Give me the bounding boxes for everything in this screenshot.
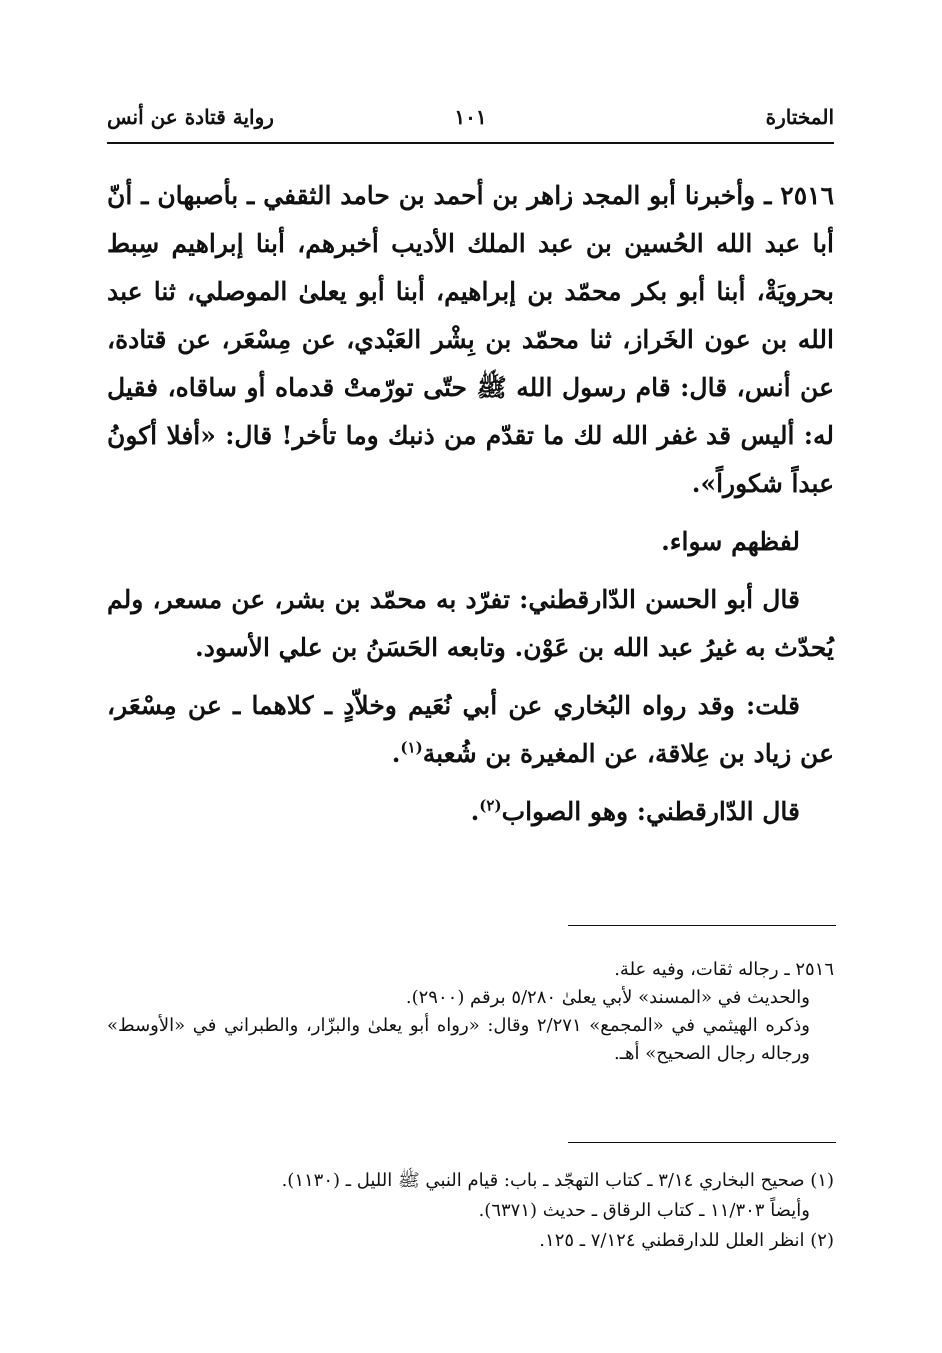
footnote-divider bbox=[568, 1142, 836, 1143]
takhrij-divider bbox=[568, 925, 836, 926]
header-divider bbox=[107, 142, 834, 144]
footnote-ref-1[interactable]: (١) bbox=[400, 738, 423, 757]
paragraph-author-note bbox=[107, 682, 834, 778]
footnote-1-continued: وأيضاً ١١/٣٠٣ ـ كتاب الرقاق ـ حديث (٦٣٧١). bbox=[478, 1200, 810, 1221]
paragraph-verdict-text: قال الدّارقطني: وهو الصواب bbox=[501, 797, 800, 826]
footnote-2: (٢) انظر العلل للدارقطني ٧/١٢٤ ـ ١٢٥. bbox=[539, 1230, 834, 1251]
takhrij-notes bbox=[107, 956, 834, 1068]
running-header bbox=[107, 103, 834, 137]
footnote-1: (١) صحيح البخاري ٣/١٤ ـ كتاب التهجّد ـ باب: قيام النبي ﷺ الليل ـ (١١٣٠). bbox=[281, 1170, 834, 1191]
paragraph-wording: لفظهم سواء. bbox=[661, 527, 800, 556]
footnote-ref-2[interactable]: (٢) bbox=[479, 796, 502, 815]
paragraph-daraqutni: قال أبو الحسن الدّارقطني: تفرّد به محمّد بن بشر، عن مسعر، ولم يُحدّث به غيرُ عبد الله بن عَوْن. وتابعه الحَسَنُ بن علي الأسود. bbox=[107, 585, 834, 662]
entry-number: ٢٥١٦ bbox=[780, 181, 834, 210]
paragraph-daraqutni-verdict bbox=[107, 788, 834, 836]
main-text bbox=[107, 172, 834, 836]
header-book-title: المختارة bbox=[765, 105, 834, 129]
hadith-entry bbox=[107, 172, 834, 508]
takhrij-line: وذكره الهيثمي في «المجمع» ٢/٢٧١ وقال: «رواه أبو يعلىٰ والبزّار، والطبراني في «الأوسط» ورجاله رجال الصحيح» أهـ. bbox=[107, 1015, 810, 1064]
entry-text: ـ وأخبرنا أبو المجد زاهر بن أحمد بن حامد الثقفي ـ بأصبهان ـ أنّ أبا عبد الله الحُسين بن عبد الملك الأديب أخبرهم، أبنا إبراهيم سِبط بحرويَةْ، أبنا أبو بكر محمّد بن إبراهيم، أبنا أبو يعلىٰ الموصلي، ثنا عبد الله بن عون الخَراز، ثنا محمّد بن بِشْر العَبْدي، عن مِسْعَر، عن قتادة، عن أنس، قال: قام رسول الله ﷺ حتّى تورّمتْ قدماه أو ساقاه، فقيل له: أليس قد غفر الله لك ما تقدّم من ذنبك وما تأخر! قال: «أفلا أكونُ عبداً شكوراً». bbox=[107, 181, 834, 498]
footnotes bbox=[107, 1166, 834, 1256]
takhrij-line: والحديث في «المسند» لأبي يعلىٰ ٥/٢٨٠ برقم (٢٩٠٠). bbox=[405, 987, 810, 1008]
paragraph-verdict-end: . bbox=[470, 797, 480, 826]
page-number: ١٠١ bbox=[454, 105, 487, 129]
header-section-title: رواية قتادة عن أنس bbox=[107, 105, 274, 129]
paragraph-author-note-end: . bbox=[391, 739, 401, 768]
takhrij-line: ٢٥١٦ ـ رجاله ثقات، وفيه علة. bbox=[614, 959, 834, 980]
paragraph-author-note-text: قلت: وقد رواه البُخاري عن أبي نُعَيم وخلاّدٍ ـ كلاهما ـ عن مِسْعَر، عن زياد بن عِلاقة، عن المغيرة بن شُعبة bbox=[107, 691, 834, 768]
